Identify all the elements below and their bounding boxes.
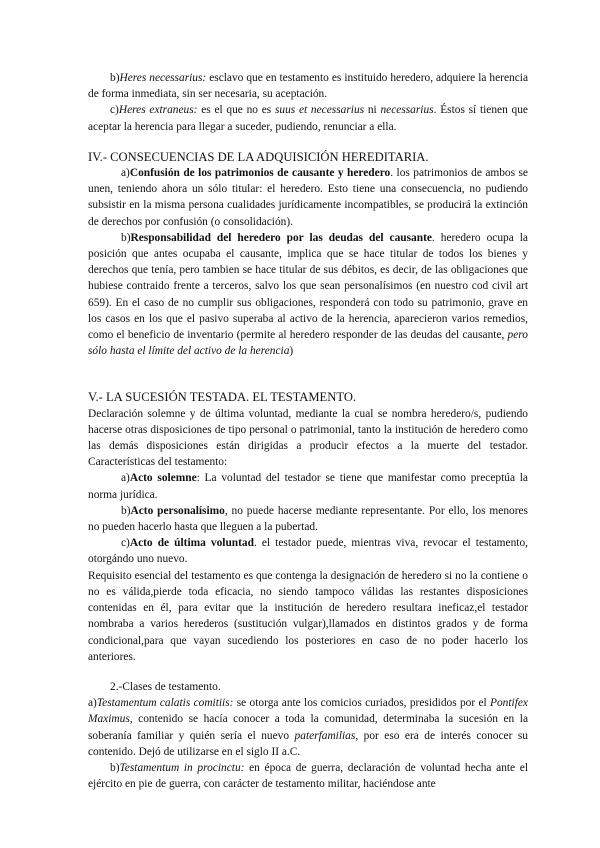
paragraph-text: . heredero ocupa la posición que antes ocupaba el causante, implica que se hace titular de todos los bienes y derechos que tenía, pero tambien se hace titular de sus débitos, es decir, de las obligaciones que hubiese contraido frente a terceros, salvo los que sean personalísimos (en nuestro cod civil art 659). En el caso de no cumplir sus obligaciones, responderá con todo su patrimonio, grave en los casos en los que el pasivo superaba al activo de la herencia, aparecieron varios remedios, como el beneficio de inventario (permite al heredero responder de las deudas del causante, xyxy=(88,231,528,342)
paragraph-responsabilidad xyxy=(88,230,528,360)
item-letter: b) xyxy=(110,72,120,84)
paragraph-acto-ultima-voluntad xyxy=(88,535,528,567)
paragraph-text: . Éstos sí tienen que aceptar la herencia para llegar a suceder, pudiendo, renunciar a ella. xyxy=(88,104,528,133)
bold-term: Acto solemne xyxy=(129,472,197,485)
paragraph-text: , no puede hacerse mediante representante. Por ello, los menores no pueden hacerlo hasta que lleguen a la pubertad. xyxy=(88,504,528,534)
bold-term: Acto personalísimo xyxy=(130,504,225,517)
item-letter: b) xyxy=(110,761,120,774)
paragraph-text: se otorga ante los comicios curiados, presididos por el xyxy=(233,697,491,710)
item-letter: a) xyxy=(121,167,130,180)
item-letter: a) xyxy=(121,472,130,485)
paragraph-text: en época de guerra, declaración de voluntad hecha ante el ejército en pie de guerra, con carácter de testamento militar, haciéndose ante xyxy=(88,761,529,791)
latin-term: Testamentum calatis comitiis: xyxy=(96,697,234,710)
latin-term: Testamentum in procinctu: xyxy=(119,761,245,774)
latin-term: necessarius xyxy=(380,104,434,117)
latin-term: Pontifex Maximus xyxy=(88,697,528,726)
paragraph-declaracion: Declaración solemne y de última voluntad, mediante la cual se nombra heredero/s, pudiendo hacerse otras disposiciones de tipo personal o patrimonial, tanto la institución de heredero como las demás disposiciones están dirigidas a producir efectos a la muerte del testador. Características del testamento: xyxy=(88,407,528,469)
paragraph-requisito: Requisito esencial del testamento es que contenga la designación de heredero si no la contiene o no es válida,pierde toda eficacia, no siendo tampoco válidas las restantes disposiciones contenidas en él, para evitar que la institución de heredero resultara ineficaz,el testador nombraba a varios herederos (sustitución vulgar),llamados en distintos grados y de forma condicional,para que vayan sucediendo los posteriores en caso de no poder hacerlo los anteriores. xyxy=(88,569,528,663)
paragraph-text: ni xyxy=(364,104,381,117)
section-v-heading: V.- LA SUCESIÓN TESTADA. EL TESTAMENTO. xyxy=(88,390,357,405)
bold-term: Confusión de los patrimonios de causante y heredero xyxy=(129,167,391,180)
item-letter: b) xyxy=(121,504,131,517)
latin-term: Heres extraneus: xyxy=(118,104,198,117)
paragraph-text: , por eso era de interés conocer su contenido. Dejó de utilizarse en el siglo II a.C. xyxy=(88,729,528,758)
paragraph-heres-extraneus xyxy=(88,102,528,134)
clases-heading: 2.-Clases de testamento. xyxy=(110,680,221,693)
paragraph-text: : La voluntad del testador se tiene que manifestar como preceptúa la norma jurídica. xyxy=(88,472,528,501)
latin-term: suus et necessarius xyxy=(274,104,365,117)
paragraph-calatis-comitiis xyxy=(88,695,528,760)
document-page xyxy=(88,70,528,792)
paragraph-text: , contenido se hacía conocer a toda la comunidad, determinaba la sucesión en la soberanía familiar y quién sería el nuevo xyxy=(88,713,528,742)
bold-term: Responsabilidad del heredero por las deudas del causante xyxy=(130,231,432,244)
paragraph-in-procinctu xyxy=(88,760,528,792)
paragraph-acto-solemne xyxy=(88,470,528,502)
item-letter: b) xyxy=(121,231,131,244)
italic-phrase: pero sólo hasta el límite del activo de la herencia xyxy=(88,329,528,358)
paragraph-text: . los patrimonios de ambos se unen, teniendo ahora un sólo titular: el heredero. Esto tiene una consecuencia, no pudiendo subsistir en la misma persona cualidades jurídicamente incompatibles, se producirá la extinción de derechos por confusión (o consolidación). xyxy=(88,167,528,228)
paragraph-text: . el testador puede, mientras viva, revocar el testamento, otorgándo uno nuevo. xyxy=(88,537,528,566)
item-letter: c) xyxy=(121,537,130,550)
item-letter: c) xyxy=(110,104,119,117)
paragraph-heres-necessarius xyxy=(88,70,528,102)
paragraph-acto-personalisimo xyxy=(88,503,528,535)
paragraph-text: es el que no es xyxy=(197,104,275,117)
latin-term: paterfamilias xyxy=(294,729,356,742)
item-letter: a) xyxy=(88,697,97,710)
paragraph-text: esclavo que en testamento es instituido heredero, adquiere la herencia de forma inmediata, sin ser necesaria, su aceptación. xyxy=(88,72,529,101)
bold-term: Acto de última voluntad xyxy=(129,537,254,550)
section-iv-heading: IV.- CONSECUENCIAS DE LA ADQUISICIÓN HEREDITARIA. xyxy=(88,149,429,164)
latin-term: Heres necessarius: xyxy=(119,72,207,84)
paragraph-text: ) xyxy=(289,345,294,358)
paragraph-confusion xyxy=(88,165,528,230)
